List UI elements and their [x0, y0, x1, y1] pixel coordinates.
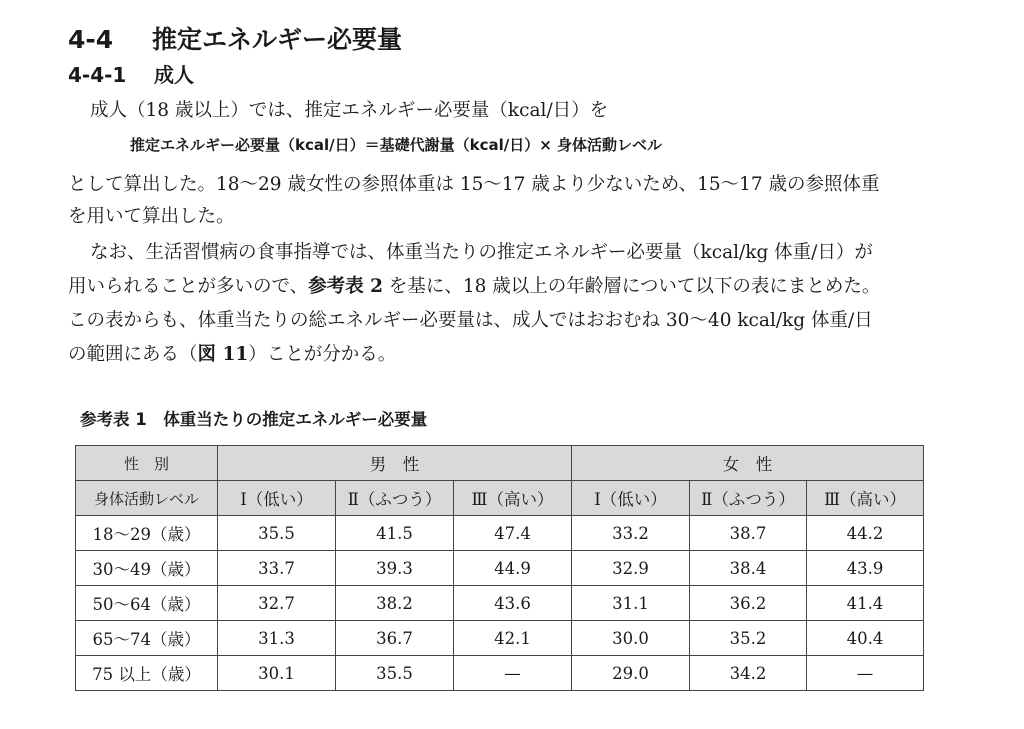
value-cell: 33.7	[218, 551, 336, 586]
section-title: 推定エネルギー必要量	[152, 25, 403, 54]
figure-11-reference: 図 11	[197, 344, 249, 365]
value-cell: 38.2	[336, 586, 454, 621]
value-cell: 43.6	[454, 586, 572, 621]
value-cell: 34.2	[690, 656, 807, 691]
value-cell: 44.2	[807, 516, 924, 551]
value-cell: 41.5	[336, 516, 454, 551]
value-cell: 39.3	[336, 551, 454, 586]
header-level: Ⅱ（ふつう）	[690, 481, 807, 516]
paragraph-3-line-2-pre: 用いられることが多いので、	[68, 276, 309, 297]
value-cell: 38.7	[690, 516, 807, 551]
value-cell: 35.5	[336, 656, 454, 691]
value-cell: 31.1	[572, 586, 690, 621]
table-row	[76, 586, 924, 621]
value-cell: 41.4	[807, 586, 924, 621]
paragraph-3-line-4-pre: の範囲にある（	[68, 344, 198, 365]
header-male: 男 性	[218, 446, 572, 481]
header-level: Ⅲ（高い）	[454, 481, 572, 516]
age-group-cell: 75 以上（歳）	[76, 656, 218, 691]
section-number: 4-4	[68, 25, 114, 54]
header-level: Ⅰ（低い）	[572, 481, 690, 516]
paragraph-3-line-4-post: ）ことが分かる。	[248, 344, 397, 365]
value-cell: 35.5	[218, 516, 336, 551]
section-heading	[68, 22, 402, 58]
paragraph-2-line-1: として算出した。18～29 歳女性の参照体重は 15～17 歳より少ないため、15～17 歳の参照体重	[68, 174, 880, 195]
value-cell: —	[454, 656, 572, 691]
value-cell: 31.3	[218, 621, 336, 656]
reference-table-2-link: 参考表 2	[308, 276, 383, 297]
header-level: Ⅰ（低い）	[218, 481, 336, 516]
value-cell: 29.0	[572, 656, 690, 691]
energy-requirement-table	[75, 445, 924, 691]
header-level-label: 身体活動レベル	[76, 481, 218, 516]
value-cell: 35.2	[690, 621, 807, 656]
table-row	[76, 621, 924, 656]
table-body	[76, 516, 924, 691]
paragraph-3-line-1: なお、生活習慣病の食事指導では、体重当たりの推定エネルギー必要量（kcal/kg 体重/日）が	[90, 242, 873, 263]
value-cell: 32.7	[218, 586, 336, 621]
value-cell: 33.2	[572, 516, 690, 551]
header-female: 女 性	[572, 446, 924, 481]
value-cell: 43.9	[807, 551, 924, 586]
value-cell: 47.4	[454, 516, 572, 551]
value-cell: 36.2	[690, 586, 807, 621]
table-row	[76, 516, 924, 551]
value-cell: 40.4	[807, 621, 924, 656]
paragraph-3-line-3: この表からも、体重当たりの総エネルギー必要量は、成人ではおおむね 30～40 kcal/kg 体重/日	[68, 310, 873, 331]
value-cell: 44.9	[454, 551, 572, 586]
value-cell: 42.1	[454, 621, 572, 656]
table-row	[76, 551, 924, 586]
header-level: Ⅱ（ふつう）	[336, 481, 454, 516]
paragraph-3-line-2-post: を基に、18 歳以上の年齢層について以下の表にまとめた。	[382, 276, 881, 297]
subsection-heading	[68, 60, 194, 90]
age-group-cell: 18～29（歳）	[76, 516, 218, 551]
formula: 推定エネルギー必要量（kcal/日）＝基礎代謝量（kcal/日）× 身体活動レベル	[130, 136, 663, 154]
paragraph-2-line-2: を用いて算出した。	[68, 206, 235, 227]
paragraph-3-line-4	[68, 340, 396, 370]
value-cell: 36.7	[336, 621, 454, 656]
value-cell: 38.4	[690, 551, 807, 586]
table-caption: 参考表 1 体重当たりの推定エネルギー必要量	[80, 410, 428, 429]
table-row	[76, 656, 924, 691]
header-level: Ⅲ（高い）	[807, 481, 924, 516]
subsection-number: 4-4-1	[68, 63, 127, 87]
table-header-row-sex	[76, 446, 924, 481]
value-cell: —	[807, 656, 924, 691]
value-cell: 32.9	[572, 551, 690, 586]
value-cell: 30.1	[218, 656, 336, 691]
age-group-cell: 50～64（歳）	[76, 586, 218, 621]
table-header-row-level	[76, 481, 924, 516]
age-group-cell: 65～74（歳）	[76, 621, 218, 656]
paragraph-3-line-2	[68, 272, 880, 302]
header-sex-label: 性 別	[76, 446, 218, 481]
subsection-title: 成人	[154, 63, 194, 87]
paragraph-1: 成人（18 歳以上）では、推定エネルギー必要量（kcal/日）を	[90, 100, 609, 121]
age-group-cell: 30～49（歳）	[76, 551, 218, 586]
value-cell: 30.0	[572, 621, 690, 656]
